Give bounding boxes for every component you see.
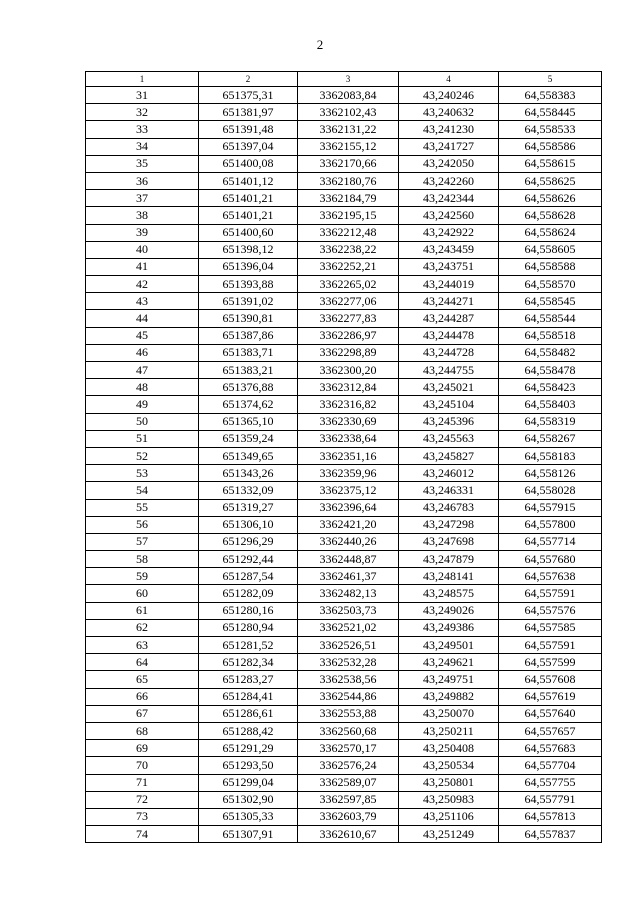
latitude-cell: 43,241727 [399, 138, 499, 155]
latitude-cell: 43,249882 [399, 688, 499, 705]
point-number-cell: 38 [86, 207, 199, 224]
latitude-cell: 43,249026 [399, 602, 499, 619]
point-number-cell: 36 [86, 172, 199, 189]
point-number-cell: 42 [86, 276, 199, 293]
latitude-cell: 43,242560 [399, 207, 499, 224]
longitude-cell: 64,557714 [499, 533, 602, 550]
table-row [86, 379, 602, 396]
point-number-cell: 71 [86, 774, 199, 791]
y-coordinate-cell: 3362155,12 [298, 138, 399, 155]
longitude-cell: 64,557640 [499, 705, 602, 722]
y-coordinate-cell: 3362180,76 [298, 172, 399, 189]
point-number-cell: 52 [86, 447, 199, 464]
x-coordinate-cell: 651359,24 [199, 430, 298, 447]
x-coordinate-cell: 651383,71 [199, 344, 298, 361]
x-coordinate-cell: 651299,04 [199, 774, 298, 791]
x-coordinate-cell: 651292,44 [199, 551, 298, 568]
table-row [86, 551, 602, 568]
longitude-cell: 64,557704 [499, 757, 602, 774]
y-coordinate-cell: 3362330,69 [298, 413, 399, 430]
latitude-cell: 43,246331 [399, 482, 499, 499]
y-coordinate-cell: 3362286,97 [298, 327, 399, 344]
point-number-cell: 35 [86, 155, 199, 172]
latitude-cell: 43,248141 [399, 568, 499, 585]
latitude-cell: 43,249501 [399, 637, 499, 654]
latitude-cell: 43,250534 [399, 757, 499, 774]
longitude-cell: 64,558615 [499, 155, 602, 172]
point-number-cell: 54 [86, 482, 199, 499]
longitude-cell: 64,558625 [499, 172, 602, 189]
column-header-3: 3 [298, 72, 399, 87]
latitude-cell: 43,249751 [399, 671, 499, 688]
x-coordinate-cell: 651349,65 [199, 447, 298, 464]
coordinates-table [85, 71, 602, 843]
longitude-cell: 64,558624 [499, 224, 602, 241]
y-coordinate-cell: 3362576,24 [298, 757, 399, 774]
longitude-cell: 64,558423 [499, 379, 602, 396]
latitude-cell: 43,245563 [399, 430, 499, 447]
latitude-cell: 43,244755 [399, 362, 499, 379]
point-number-cell: 58 [86, 551, 199, 568]
point-number-cell: 68 [86, 722, 199, 739]
y-coordinate-cell: 3362461,37 [298, 568, 399, 585]
column-header-2: 2 [199, 72, 298, 87]
y-coordinate-cell: 3362265,02 [298, 276, 399, 293]
longitude-cell: 64,557599 [499, 654, 602, 671]
table-row [86, 722, 602, 739]
latitude-cell: 43,250801 [399, 774, 499, 791]
x-coordinate-cell: 651287,54 [199, 568, 298, 585]
table-row [86, 637, 602, 654]
y-coordinate-cell: 3362102,43 [298, 104, 399, 121]
point-number-cell: 74 [86, 826, 199, 843]
table-row [86, 104, 602, 121]
y-coordinate-cell: 3362277,83 [298, 310, 399, 327]
longitude-cell: 64,557585 [499, 619, 602, 636]
point-number-cell: 31 [86, 87, 199, 104]
longitude-cell: 64,558267 [499, 430, 602, 447]
longitude-cell: 64,557800 [499, 516, 602, 533]
y-coordinate-cell: 3362448,87 [298, 551, 399, 568]
point-number-cell: 69 [86, 740, 199, 757]
table-body [86, 87, 602, 843]
latitude-cell: 43,241230 [399, 121, 499, 138]
point-number-cell: 64 [86, 654, 199, 671]
y-coordinate-cell: 3362277,06 [298, 293, 399, 310]
x-coordinate-cell: 651400,60 [199, 224, 298, 241]
latitude-cell: 43,245827 [399, 447, 499, 464]
y-coordinate-cell: 3362440,26 [298, 533, 399, 550]
y-coordinate-cell: 3362170,66 [298, 155, 399, 172]
point-number-cell: 56 [86, 516, 199, 533]
point-number-cell: 72 [86, 791, 199, 808]
y-coordinate-cell: 3362195,15 [298, 207, 399, 224]
table-row [86, 293, 602, 310]
point-number-cell: 48 [86, 379, 199, 396]
longitude-cell: 64,558445 [499, 104, 602, 121]
longitude-cell: 64,557755 [499, 774, 602, 791]
table-row [86, 808, 602, 825]
x-coordinate-cell: 651374,62 [199, 396, 298, 413]
table-row [86, 826, 602, 843]
page-number: 2 [316, 37, 324, 52]
longitude-cell: 64,558482 [499, 344, 602, 361]
longitude-cell: 64,557657 [499, 722, 602, 739]
y-coordinate-cell: 3362421,20 [298, 516, 399, 533]
longitude-cell: 64,557791 [499, 791, 602, 808]
x-coordinate-cell: 651280,94 [199, 619, 298, 636]
point-number-cell: 60 [86, 585, 199, 602]
x-coordinate-cell: 651291,29 [199, 740, 298, 757]
point-number-cell: 49 [86, 396, 199, 413]
longitude-cell: 64,558628 [499, 207, 602, 224]
latitude-cell: 43,242260 [399, 172, 499, 189]
latitude-cell: 43,251249 [399, 826, 499, 843]
x-coordinate-cell: 651281,52 [199, 637, 298, 654]
latitude-cell: 43,249386 [399, 619, 499, 636]
y-coordinate-cell: 3362544,86 [298, 688, 399, 705]
latitude-cell: 43,244478 [399, 327, 499, 344]
longitude-cell: 64,557638 [499, 568, 602, 585]
longitude-cell: 64,557576 [499, 602, 602, 619]
longitude-cell: 64,558570 [499, 276, 602, 293]
x-coordinate-cell: 651284,41 [199, 688, 298, 705]
x-coordinate-cell: 651398,12 [199, 241, 298, 258]
latitude-cell: 43,247298 [399, 516, 499, 533]
table-header [86, 72, 602, 87]
table-row [86, 224, 602, 241]
point-number-cell: 67 [86, 705, 199, 722]
latitude-cell: 43,245021 [399, 379, 499, 396]
longitude-cell: 64,558605 [499, 241, 602, 258]
latitude-cell: 43,248575 [399, 585, 499, 602]
table-row [86, 602, 602, 619]
table-row [86, 190, 602, 207]
x-coordinate-cell: 651365,10 [199, 413, 298, 430]
longitude-cell: 64,558586 [499, 138, 602, 155]
longitude-cell: 64,558183 [499, 447, 602, 464]
x-coordinate-cell: 651293,50 [199, 757, 298, 774]
x-coordinate-cell: 651282,09 [199, 585, 298, 602]
point-number-cell: 34 [86, 138, 199, 155]
latitude-cell: 43,244271 [399, 293, 499, 310]
x-coordinate-cell: 651400,08 [199, 155, 298, 172]
longitude-cell: 64,557837 [499, 826, 602, 843]
x-coordinate-cell: 651282,34 [199, 654, 298, 671]
table-row [86, 465, 602, 482]
table-row [86, 619, 602, 636]
point-number-cell: 53 [86, 465, 199, 482]
y-coordinate-cell: 3362359,96 [298, 465, 399, 482]
point-number-cell: 55 [86, 499, 199, 516]
longitude-cell: 64,558545 [499, 293, 602, 310]
latitude-cell: 43,245104 [399, 396, 499, 413]
x-coordinate-cell: 651401,21 [199, 190, 298, 207]
table-row [86, 155, 602, 172]
longitude-cell: 64,558319 [499, 413, 602, 430]
x-coordinate-cell: 651401,21 [199, 207, 298, 224]
point-number-cell: 63 [86, 637, 199, 654]
x-coordinate-cell: 651401,12 [199, 172, 298, 189]
table-row [86, 482, 602, 499]
x-coordinate-cell: 651302,90 [199, 791, 298, 808]
table-row [86, 430, 602, 447]
y-coordinate-cell: 3362351,16 [298, 447, 399, 464]
y-coordinate-cell: 3362131,22 [298, 121, 399, 138]
point-number-cell: 47 [86, 362, 199, 379]
y-coordinate-cell: 3362603,79 [298, 808, 399, 825]
x-coordinate-cell: 651393,88 [199, 276, 298, 293]
point-number-cell: 45 [86, 327, 199, 344]
point-number-cell: 61 [86, 602, 199, 619]
table-row [86, 258, 602, 275]
x-coordinate-cell: 651387,86 [199, 327, 298, 344]
latitude-cell: 43,244728 [399, 344, 499, 361]
point-number-cell: 65 [86, 671, 199, 688]
y-coordinate-cell: 3362532,28 [298, 654, 399, 671]
x-coordinate-cell: 651391,48 [199, 121, 298, 138]
table-row [86, 757, 602, 774]
point-number-cell: 73 [86, 808, 199, 825]
y-coordinate-cell: 3362316,82 [298, 396, 399, 413]
x-coordinate-cell: 651332,09 [199, 482, 298, 499]
longitude-cell: 64,558626 [499, 190, 602, 207]
table-row [86, 241, 602, 258]
point-number-cell: 59 [86, 568, 199, 585]
point-number-cell: 62 [86, 619, 199, 636]
point-number-cell: 66 [86, 688, 199, 705]
latitude-cell: 43,250070 [399, 705, 499, 722]
x-coordinate-cell: 651375,31 [199, 87, 298, 104]
latitude-cell: 43,250408 [399, 740, 499, 757]
table-row [86, 499, 602, 516]
y-coordinate-cell: 3362300,20 [298, 362, 399, 379]
longitude-cell: 64,558478 [499, 362, 602, 379]
longitude-cell: 64,558126 [499, 465, 602, 482]
x-coordinate-cell: 651391,02 [199, 293, 298, 310]
x-coordinate-cell: 651376,88 [199, 379, 298, 396]
table-row [86, 688, 602, 705]
table-row [86, 172, 602, 189]
y-coordinate-cell: 3362396,64 [298, 499, 399, 516]
y-coordinate-cell: 3362252,21 [298, 258, 399, 275]
x-coordinate-cell: 651296,29 [199, 533, 298, 550]
y-coordinate-cell: 3362597,85 [298, 791, 399, 808]
point-number-cell: 40 [86, 241, 199, 258]
latitude-cell: 43,240632 [399, 104, 499, 121]
x-coordinate-cell: 651381,97 [199, 104, 298, 121]
x-coordinate-cell: 651319,27 [199, 499, 298, 516]
table-row [86, 310, 602, 327]
point-number-cell: 70 [86, 757, 199, 774]
table-row [86, 447, 602, 464]
point-number-cell: 43 [86, 293, 199, 310]
latitude-cell: 43,245396 [399, 413, 499, 430]
y-coordinate-cell: 3362083,84 [298, 87, 399, 104]
latitude-cell: 43,243459 [399, 241, 499, 258]
y-coordinate-cell: 3362238,22 [298, 241, 399, 258]
column-header-1: 1 [86, 72, 199, 87]
x-coordinate-cell: 651280,16 [199, 602, 298, 619]
point-number-cell: 51 [86, 430, 199, 447]
point-number-cell: 39 [86, 224, 199, 241]
table-row [86, 121, 602, 138]
y-coordinate-cell: 3362526,51 [298, 637, 399, 654]
latitude-cell: 43,247879 [399, 551, 499, 568]
table-row [86, 533, 602, 550]
header-row [86, 72, 602, 87]
table-row [86, 327, 602, 344]
table-row [86, 138, 602, 155]
longitude-cell: 64,558383 [499, 87, 602, 104]
point-number-cell: 46 [86, 344, 199, 361]
table-row [86, 344, 602, 361]
x-coordinate-cell: 651306,10 [199, 516, 298, 533]
x-coordinate-cell: 651305,33 [199, 808, 298, 825]
latitude-cell: 43,247698 [399, 533, 499, 550]
latitude-cell: 43,249621 [399, 654, 499, 671]
latitude-cell: 43,250983 [399, 791, 499, 808]
longitude-cell: 64,558028 [499, 482, 602, 499]
y-coordinate-cell: 3362212,48 [298, 224, 399, 241]
table-row [86, 705, 602, 722]
latitude-cell: 43,246012 [399, 465, 499, 482]
table-row [86, 568, 602, 585]
table-row [86, 774, 602, 791]
y-coordinate-cell: 3362589,07 [298, 774, 399, 791]
x-coordinate-cell: 651283,27 [199, 671, 298, 688]
point-number-cell: 32 [86, 104, 199, 121]
latitude-cell: 43,243751 [399, 258, 499, 275]
y-coordinate-cell: 3362610,67 [298, 826, 399, 843]
latitude-cell: 43,244287 [399, 310, 499, 327]
x-coordinate-cell: 651343,26 [199, 465, 298, 482]
longitude-cell: 64,557683 [499, 740, 602, 757]
x-coordinate-cell: 651390,81 [199, 310, 298, 327]
longitude-cell: 64,557591 [499, 585, 602, 602]
column-header-4: 4 [399, 72, 499, 87]
y-coordinate-cell: 3362312,84 [298, 379, 399, 396]
table-row [86, 654, 602, 671]
longitude-cell: 64,558533 [499, 121, 602, 138]
y-coordinate-cell: 3362482,13 [298, 585, 399, 602]
longitude-cell: 64,558588 [499, 258, 602, 275]
longitude-cell: 64,558544 [499, 310, 602, 327]
x-coordinate-cell: 651383,21 [199, 362, 298, 379]
latitude-cell: 43,250211 [399, 722, 499, 739]
y-coordinate-cell: 3362570,17 [298, 740, 399, 757]
y-coordinate-cell: 3362298,89 [298, 344, 399, 361]
point-number-cell: 50 [86, 413, 199, 430]
point-number-cell: 41 [86, 258, 199, 275]
x-coordinate-cell: 651286,61 [199, 705, 298, 722]
latitude-cell: 43,251106 [399, 808, 499, 825]
point-number-cell: 37 [86, 190, 199, 207]
longitude-cell: 64,557608 [499, 671, 602, 688]
table-row [86, 516, 602, 533]
table-row [86, 396, 602, 413]
latitude-cell: 43,244019 [399, 276, 499, 293]
point-number-cell: 57 [86, 533, 199, 550]
y-coordinate-cell: 3362503,73 [298, 602, 399, 619]
x-coordinate-cell: 651397,04 [199, 138, 298, 155]
point-number-cell: 44 [86, 310, 199, 327]
y-coordinate-cell: 3362375,12 [298, 482, 399, 499]
y-coordinate-cell: 3362538,56 [298, 671, 399, 688]
latitude-cell: 43,242050 [399, 155, 499, 172]
longitude-cell: 64,557915 [499, 499, 602, 516]
longitude-cell: 64,557813 [499, 808, 602, 825]
table-row [86, 791, 602, 808]
table-row [86, 362, 602, 379]
latitude-cell: 43,242922 [399, 224, 499, 241]
y-coordinate-cell: 3362553,88 [298, 705, 399, 722]
y-coordinate-cell: 3362521,02 [298, 619, 399, 636]
y-coordinate-cell: 3362560,68 [298, 722, 399, 739]
latitude-cell: 43,242344 [399, 190, 499, 207]
point-number-cell: 33 [86, 121, 199, 138]
y-coordinate-cell: 3362338,64 [298, 430, 399, 447]
x-coordinate-cell: 651307,91 [199, 826, 298, 843]
table-row [86, 276, 602, 293]
longitude-cell: 64,558518 [499, 327, 602, 344]
longitude-cell: 64,557591 [499, 637, 602, 654]
longitude-cell: 64,558403 [499, 396, 602, 413]
table-row [86, 671, 602, 688]
table-row [86, 87, 602, 104]
column-header-5: 5 [499, 72, 602, 87]
latitude-cell: 43,246783 [399, 499, 499, 516]
table-row [86, 207, 602, 224]
y-coordinate-cell: 3362184,79 [298, 190, 399, 207]
table-row [86, 413, 602, 430]
longitude-cell: 64,557619 [499, 688, 602, 705]
table-row [86, 740, 602, 757]
longitude-cell: 64,557680 [499, 551, 602, 568]
x-coordinate-cell: 651396,04 [199, 258, 298, 275]
x-coordinate-cell: 651288,42 [199, 722, 298, 739]
latitude-cell: 43,240246 [399, 87, 499, 104]
table-row [86, 585, 602, 602]
